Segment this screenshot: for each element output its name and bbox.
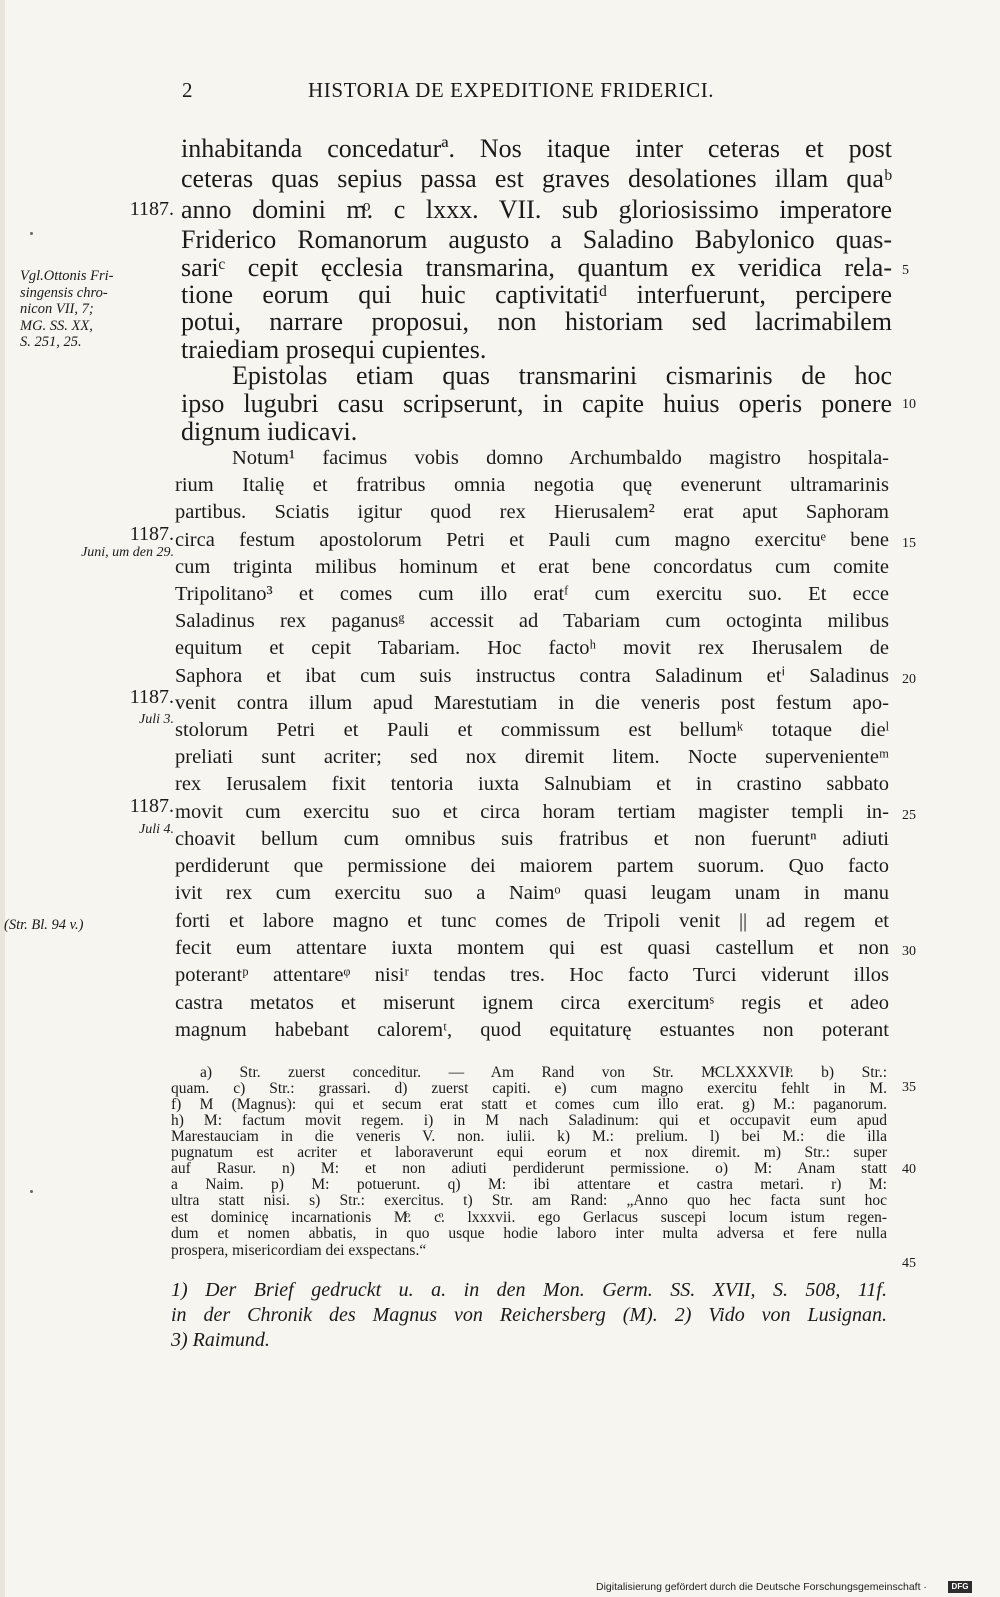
footnote-line: a Naim. p) M: potuerunt. q) M: ibi attentare et castra metari. r) M: xyxy=(171,1176,887,1193)
letter-line: circa festum apostolorum Petri et Pauli cum magno exercituᵉ bene xyxy=(175,529,889,551)
note-line: 1) Der Brief gedruckt u. a. in den Mon. Germ. SS. XVII, S. 508, 11f. xyxy=(171,1279,887,1301)
letter-line: stolorum Petri et Pauli et commissum est bellumᵏ totaque dieˡ xyxy=(175,719,889,741)
footnote-line: a) Str. zuerst conceditur. — Am Rand von Str. MͦCLXXXVIIͦ. b) Str.: xyxy=(200,1064,887,1081)
page-number: 2 xyxy=(182,78,194,102)
line-number: 45 xyxy=(902,1256,916,1271)
digitization-credit: Digitalisierung gefördert durch die Deutsche Forschungsgemeinschaft · xyxy=(596,1581,927,1593)
letter-line: venit contra illum apud Marestutiam in die veneris post festum apo- xyxy=(175,692,889,714)
text-line: ipso lugubri casu scripserunt, in capite huius operis ponere xyxy=(181,389,892,418)
running-title: HISTORIA DE EXPEDITIONE FRIDERICI. xyxy=(308,78,715,102)
letter-line: equitum et cepit Tabariam. Hoc factoʰ movit rex Iherusalem de xyxy=(175,637,889,659)
margin-reference-line: Vgl.Ottonis Fri- xyxy=(20,268,114,284)
note-line: 3) Raimund. xyxy=(171,1329,270,1351)
letter-line: Tripolitano³ et comes cum illo eratᶠ cum exercitu suo. Et ecce xyxy=(175,583,889,605)
margin-reference-line: S. 251, 25. xyxy=(20,334,82,350)
text-line: dignum iudicavi. xyxy=(181,417,358,446)
margin-year: 1187. xyxy=(129,198,174,220)
margin-reference xyxy=(20,268,180,351)
letter-line: Saladinus rex paganusᵍ accessit ad Tabariam cum octoginta milibus xyxy=(175,610,889,632)
footnote-line: est dominicę incarnationis Mͦ. cͦ. lxxxvii. ego Gerlacus suscepi locum istum regen- xyxy=(171,1209,887,1226)
text-line: sariᶜ cepit ęcclesia transmarina, quantum ex veridica rela- xyxy=(181,253,892,282)
margin-year: 1187. xyxy=(129,795,174,817)
footnote-line: quam. c) Str.: grassari. d) zuerst capiti. e) cum magno exercitu fehlt in M. xyxy=(171,1080,887,1097)
footnote-line: f) M (Magnus): qui et secum erat statt et comes cum illo erat. g) M.: paganorum. xyxy=(171,1096,887,1113)
manuscript-folio-ref: (Str. Bl. 94 v.) xyxy=(4,917,84,933)
text-line: traiediam prosequi cupientes. xyxy=(181,335,487,364)
page-edge-shadow xyxy=(0,0,5,1597)
line-number: 10 xyxy=(902,397,916,412)
footnote-line: prospera, misericordiam dei exspectans.“ xyxy=(171,1242,427,1259)
letter-line: movit cum exercitu suo et circa horam tertiam magister templi in- xyxy=(175,801,889,823)
margin-reference-line: nicon VII, 7; xyxy=(20,301,94,317)
dfg-logo: DFG xyxy=(948,1581,972,1593)
letter-line: ivit rex cum exercitu suo a Naimᵒ quasi leugam unam in manu xyxy=(175,882,889,904)
line-number: 35 xyxy=(902,1080,916,1095)
footnote-line: pugnatum est acriter et laboraverunt equi eorum et nox diremit. m) Str.: super xyxy=(171,1144,887,1161)
margin-date: Juni, um den 29. xyxy=(81,545,174,560)
letter-line: cum triginta milibus hominum et erat bene concordatus cum comite xyxy=(175,556,889,578)
scan-speck xyxy=(30,1190,33,1193)
margin-date: Juli 4. xyxy=(139,822,174,837)
footnote-line: auf Rasur. n) M: et non adiuti perdiderunt permissione. o) M: Anam statt xyxy=(171,1160,887,1177)
letter-line: magnum habebant caloremᵗ, quod equitaturę estuantes non poterant xyxy=(175,1019,889,1041)
line-number: 30 xyxy=(902,944,916,959)
margin-reference-line: singensis chro- xyxy=(20,284,108,301)
line-number: 20 xyxy=(902,672,916,687)
letter-line: choavit bellum cum omnibus suis fratribus et non fueruntⁿ adiuti xyxy=(175,828,889,850)
footnote-line: h) M: factum movit regem. i) in M nach Saladinum: qui et occupavit eum apud xyxy=(171,1112,887,1129)
scan-speck xyxy=(30,232,33,235)
line-number: 40 xyxy=(902,1162,916,1177)
letter-line: rium Italię et fratribus omnia negotia quę evenerunt ultramarinis xyxy=(175,474,889,496)
letter-line: fecit eum attentare iuxta montem qui est quasi castellum et non xyxy=(175,937,889,959)
line-number: 5 xyxy=(902,263,909,278)
letter-line: partibus. Sciatis igitur quod rex Hierusalem² erat aput Saphoram xyxy=(175,501,889,523)
letter-line: forti et labore magno et tunc comes de Tripoli venit || ad regem et xyxy=(175,910,889,932)
footnote-line: dum et nomen abbatis, in quo usque hodie laboro inter multa adversa et fere nulla xyxy=(171,1225,887,1242)
margin-date: Juli 3. xyxy=(139,712,174,727)
letter-line: perdiderunt que permissione dei maiorem partem suorum. Quo facto xyxy=(175,855,889,877)
margin-year: 1187. xyxy=(129,686,174,708)
letter-line: castra metatos et miserunt ignem circa exercitumˢ regis et adeo xyxy=(175,992,889,1014)
line-number: 15 xyxy=(902,536,916,551)
letter-line: poterantᵖ attentareᵠ nisiʳ tendas tres. Hoc facto Turci viderunt illos xyxy=(175,964,889,986)
text-line: ceteras quas sepius passa est graves desolationes illam quaᵇ xyxy=(181,164,892,193)
margin-reference-line: MG. SS. XX, xyxy=(20,317,93,334)
letter-line: Notum¹ facimus vobis domno Archumbaldo magistro hospitala- xyxy=(232,447,889,469)
note-line: in der Chronik des Magnus von Reichersberg (M). 2) Vido von Lusignan. xyxy=(171,1304,887,1326)
letter-line: Saphora et ibat cum suis instructus contra Saladinum etⁱ Saladinus xyxy=(175,665,889,687)
line-number: 25 xyxy=(902,808,916,823)
text-line: Epistolas etiam quas transmarini cismarinis de hoc xyxy=(232,361,892,390)
running-header xyxy=(182,78,762,110)
text-line: inhabitanda concedaturª. Nos itaque inter ceteras et post xyxy=(181,134,892,163)
text-line: anno domini mͦ. c lxxx. VII. sub gloriosissimo imperatore xyxy=(181,195,892,224)
text-line: tione eorum qui huic captivitatiᵈ interfuerunt, percipere xyxy=(181,280,892,309)
footnote-line: Marestauciam in die veneris V. non. iulii. k) M.: prelium. l) bei M.: die illa xyxy=(171,1128,887,1145)
footnote-line: ultra statt nisi. s) Str.: exercitus. t) Str. am Rand: „Anno quo hec facta sunt hoc xyxy=(171,1192,887,1209)
margin-year: 1187. xyxy=(129,523,174,545)
letter-line: preliati sunt acriter; sed nox diremit litem. Nocte supervenienteᵐ xyxy=(175,746,889,768)
text-line: Friderico Romanorum augusto a Saladino Babylonico quas- xyxy=(181,225,892,254)
letter-line: rex Ierusalem fixit tentoria iuxta Salnubiam et in crastino sabbato xyxy=(175,773,889,795)
text-line: potui, narrare proposui, non historiam sed lacrimabilem xyxy=(181,307,892,336)
